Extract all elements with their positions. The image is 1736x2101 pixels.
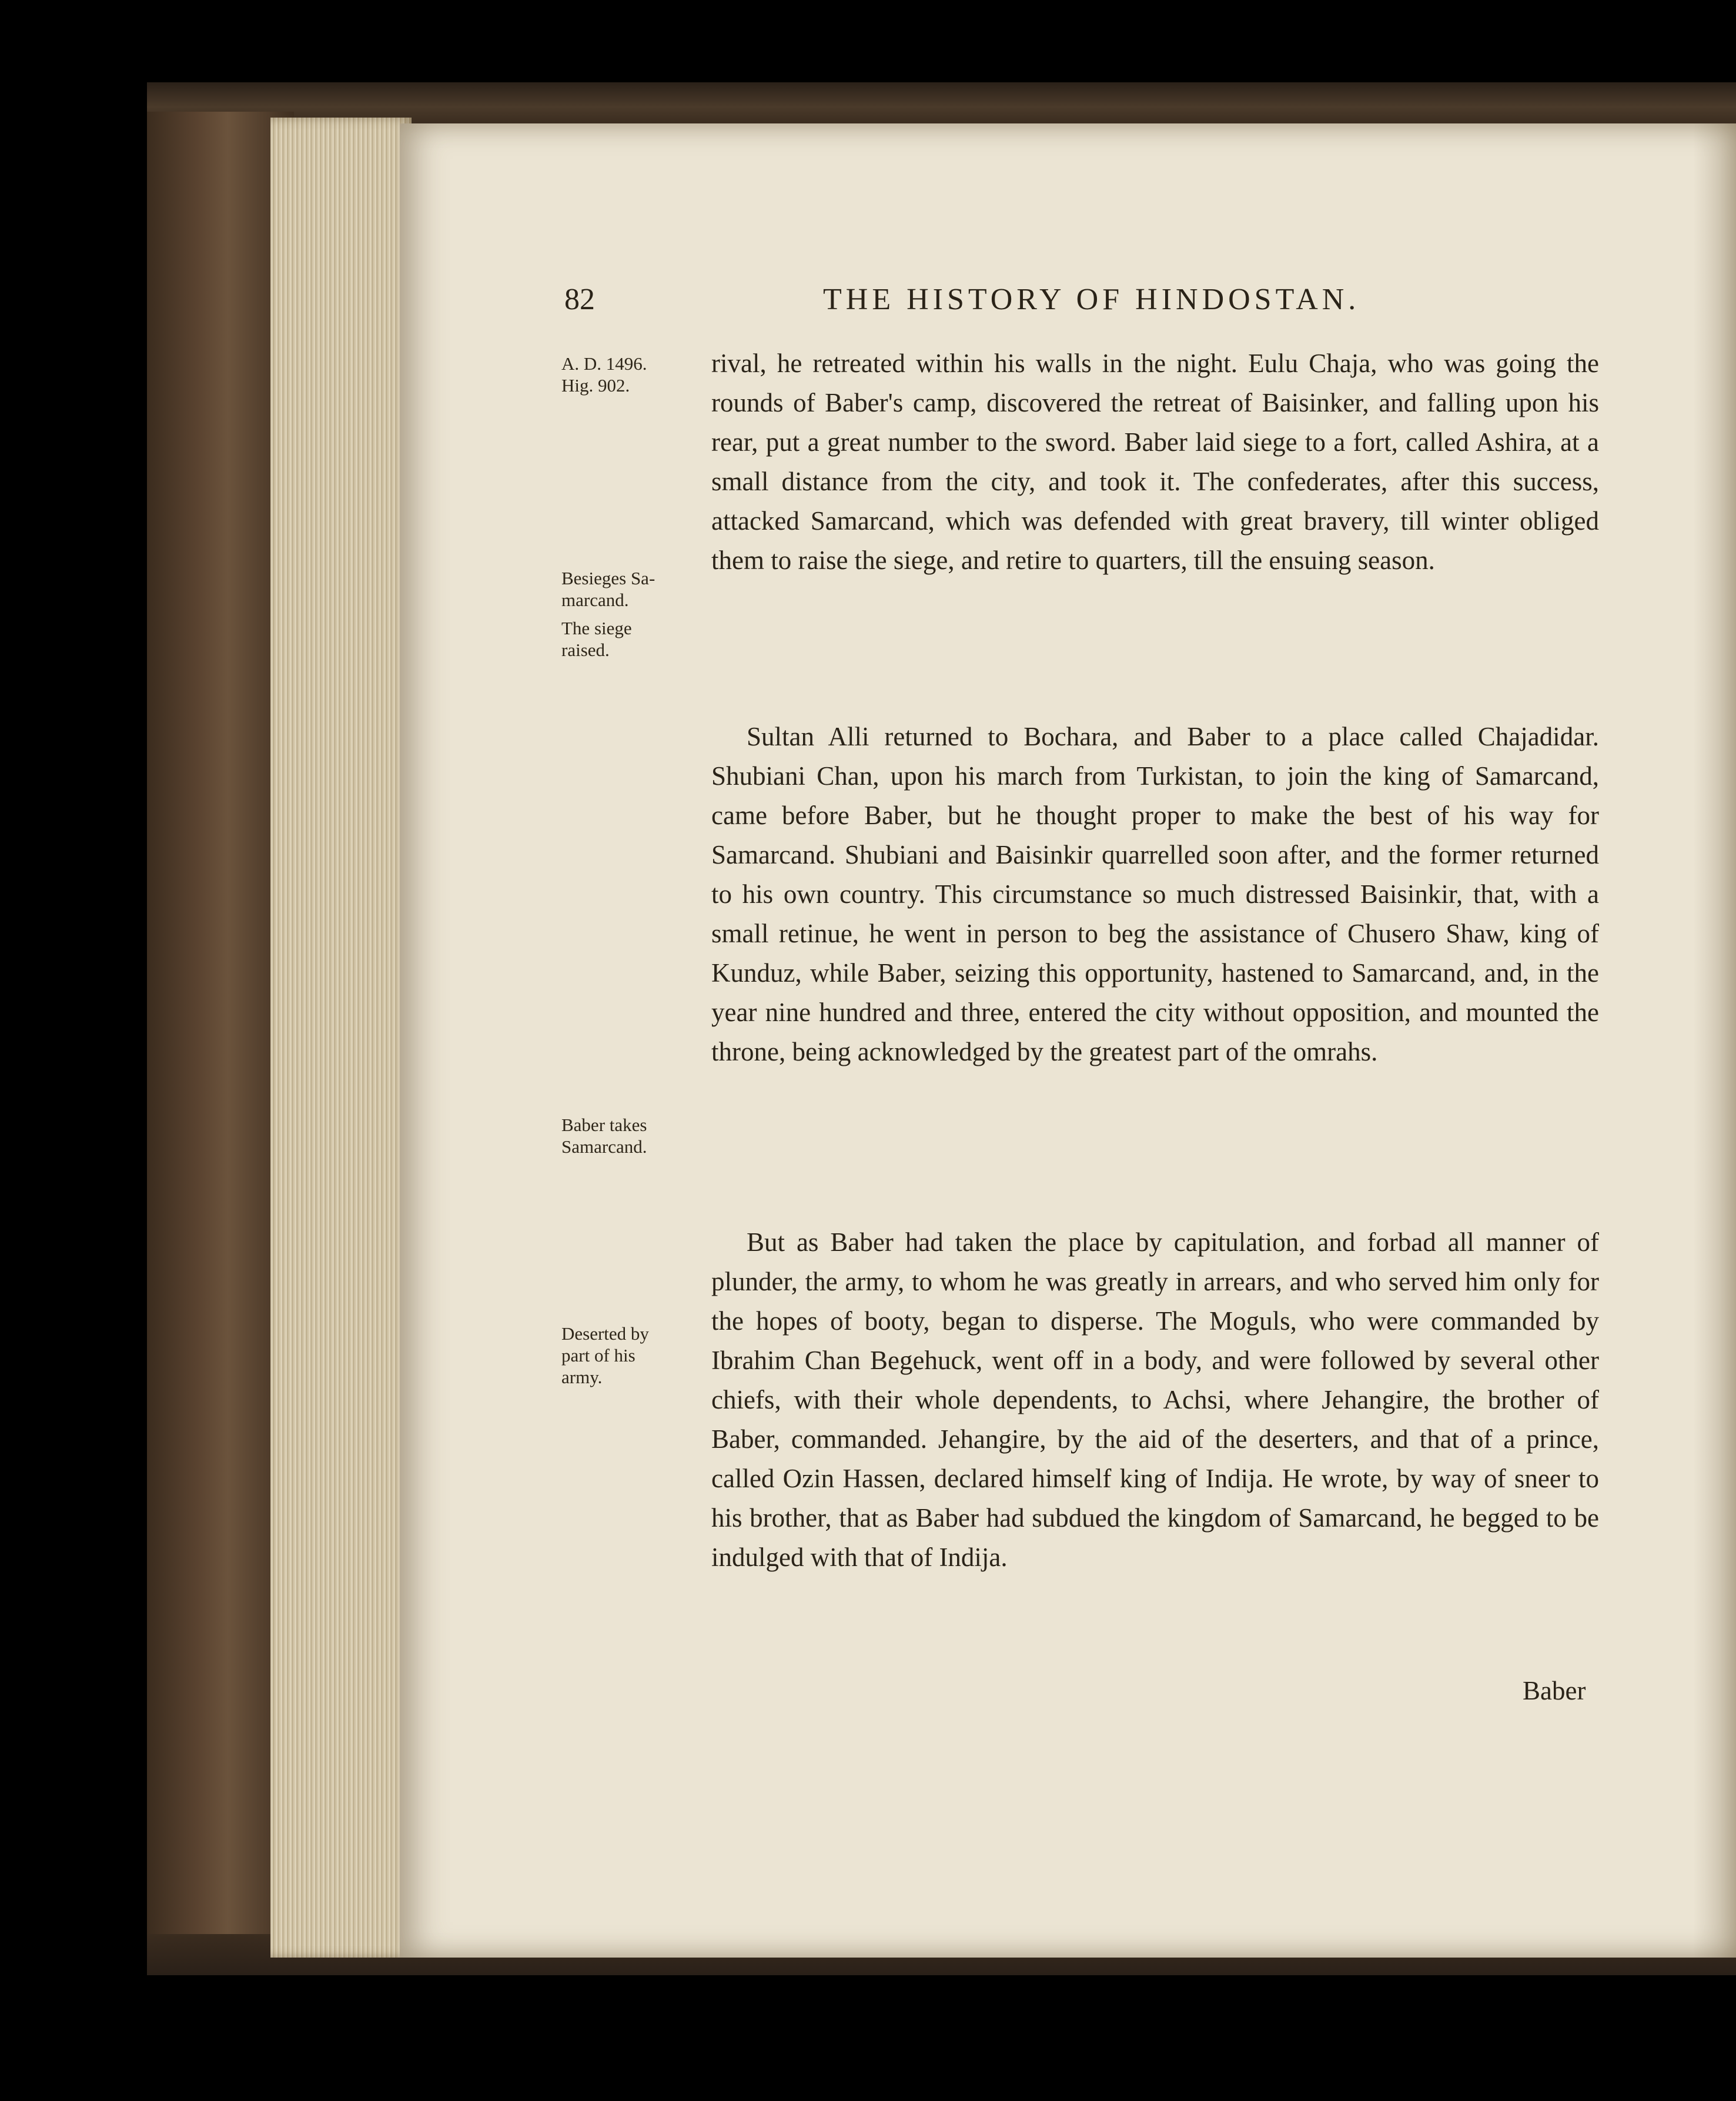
paragraph-3: But as Baber had taken the place by capitulation, and forbad all manner of plunder, the army, to whom he was greatly in arrears, and who served him only for the hopes of booty, began to disperse. The Moguls, who were commanded by Ibrahim Chan Begehuck, went off in a body, and were followed by several other chiefs, with their whole dependents, to Achsi, where Jehangire, the brother of Baber, commanded. Jehangire, by the aid of the deserters, and that of a prince, called Ozin Hassen, declared himself king of Indija. He wrote, by way of sneer to his brother, that as Baber had subdued the kingdom of Samarcand, he begged to be indulged with that of Indija.	[711, 1227, 1599, 1572]
margin-note-besieges: Besieges Sa- marcand.	[561, 568, 655, 610]
running-title: THE HISTORY OF HINDOSTAN.	[823, 283, 1360, 316]
margin-note-baber-takes: Baber takes Samarcand.	[561, 1115, 647, 1157]
catchword: Baber	[1523, 1676, 1586, 1705]
margin-note-deserted: Deserted by part of his army.	[561, 1323, 649, 1387]
margin-note-siege-raised: The siege raised.	[561, 618, 632, 660]
page-number: 82	[564, 283, 595, 316]
margin-note-date: A. D. 1496. Hig. 902.	[561, 353, 647, 396]
paragraph-2: Sultan Alli returned to Bochara, and Baber to a place called Chajadidar. Shubiani Chan, upon his march from Turkistan, to join the king of Samarcand, came before Baber, but he thought proper to make the best of his way for Samarcand. Shubiani and Baisinkir quarrelled soon after, and the former returned to his own country. This circumstance so much distressed Baisinkir, that, with a small retinue, he went in person to beg the assistance of Chusero Shaw, king of Kunduz, while Baber, seizing this opportunity, hastened to Samarcand, and, in the year nine hundred and three, entered the city without opposition, and mounted the throne, being acknowledged by the greatest part of the omrahs.	[711, 722, 1599, 1066]
paragraph-1: rival, he retreated within his walls in the night. Eulu Chaja, who was going the rounds of Baber's camp, discovered the retreat of Baisinker, and falling upon his rear, put a great number to the sword. Baber laid siege to a fort, called Ashira, at a small distance from the city, and took it. The confederates, after this success, attacked Samarcand, which was defended with great bravery, till winter obliged them to raise the siege, and retire to quarters, till the ensuing season.	[711, 349, 1599, 575]
page-stack-edges	[270, 118, 412, 1958]
page-curl-shadow	[1693, 123, 1736, 1958]
page-header	[564, 282, 1470, 329]
